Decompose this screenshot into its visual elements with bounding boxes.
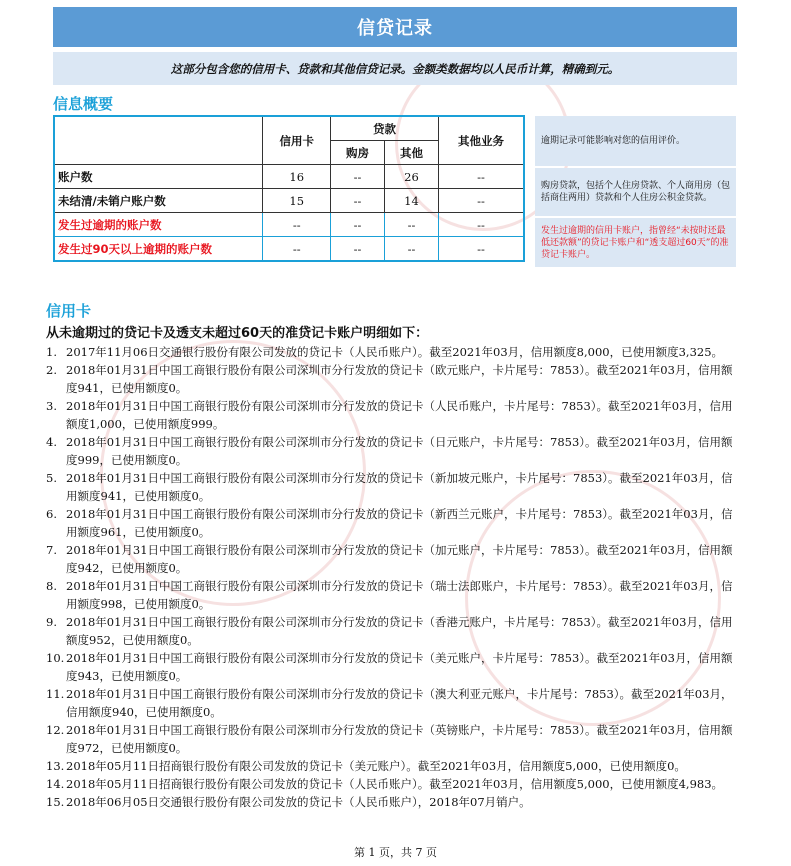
- cell-housing: --: [331, 213, 385, 237]
- list-item-text: 2018年01月31日中国工商银行股份有限公司深圳市分行发放的贷记卡（美元账户，卡片尾号：7853）。截至2021年03月，信用额度943，已使用额度0。: [66, 651, 733, 683]
- cell-credit-card: --: [263, 213, 331, 237]
- note-housing-loan: 购房贷款，包括个人住房贷款、个人商用房（包括商住两用）贷款和个人住房公积金贷款。: [535, 168, 736, 216]
- empty-header-cell: [54, 116, 263, 165]
- list-item: 7. 2018年01月31日中国工商银行股份有限公司深圳市分行发放的贷记卡（加元账户，卡片尾号：7853）。截至2021年03月，信用额度942，已使用额度0。: [46, 541, 738, 577]
- list-item-text: 2018年01月31日中国工商银行股份有限公司深圳市分行发放的贷记卡（瑞士法郎账户，卡片尾号：7853）。截至2021年03月，信用额度998，已使用额度0。: [66, 579, 733, 611]
- header-housing: 购房: [331, 141, 385, 165]
- row-label: 发生过逾期的账户数: [54, 213, 263, 237]
- cell-other-business: --: [438, 237, 524, 262]
- page-footer: 第 1 页，共 7 页: [354, 846, 437, 859]
- table-row: [54, 165, 524, 189]
- list-item-text: 2018年01月31日中国工商银行股份有限公司深圳市分行发放的贷记卡（日元账户，卡片尾号：7853）。截至2021年03月，信用额度999，已使用额度0。: [66, 435, 733, 467]
- list-item-text: 2018年01月31日中国工商银行股份有限公司深圳市分行发放的贷记卡（加元账户，卡片尾号：7853）。截至2021年03月，信用额度942，已使用额度0。: [66, 543, 733, 575]
- list-item: 9. 2018年01月31日中国工商银行股份有限公司深圳市分行发放的贷记卡（香港元账户，卡片尾号：7853）。截至2021年03月，信用额度952，已使用额度0。: [46, 613, 738, 649]
- header-loan: 贷款: [331, 116, 439, 141]
- header-credit-card: 信用卡: [263, 116, 331, 165]
- list-item-text: 2018年01月31日中国工商银行股份有限公司深圳市分行发放的贷记卡（新西兰元账户，卡片尾号：7853）。截至2021年03月，信用额度961，已使用额度0。: [66, 507, 733, 539]
- list-item-text: 2018年05月11日招商银行股份有限公司发放的贷记卡（人民币账户）。截至2021年03月，信用额度5,000，已使用额度4,983。: [66, 777, 724, 791]
- cell-other-business: --: [438, 213, 524, 237]
- list-item-text: 2017年11月06日交通银行股份有限公司发放的贷记卡（人民币账户）。截至2021年03月，信用额度8,000，已使用额度3,325。: [66, 345, 724, 359]
- row-label: 未结清/未销户账户数: [54, 189, 263, 213]
- page-title: 信贷记录: [53, 7, 737, 47]
- list-item: 2. 2018年01月31日中国工商银行股份有限公司深圳市分行发放的贷记卡（欧元账户，卡片尾号：7853）。截至2021年03月，信用额度941，已使用额度0。: [46, 361, 738, 397]
- table-header-row: [54, 116, 524, 141]
- cell-housing: --: [331, 237, 385, 262]
- cell-credit-card: --: [263, 237, 331, 262]
- list-item: 5. 2018年01月31日中国工商银行股份有限公司深圳市分行发放的贷记卡（新加坡元账户，卡片尾号：7853）。截至2021年03月，信用额度941，已使用额度0。: [46, 469, 738, 505]
- credit-card-subtitle: 从未逾期过的贷记卡及透支未超过60天的准贷记卡账户明细如下：: [46, 326, 429, 341]
- list-item: 6. 2018年01月31日中国工商银行股份有限公司深圳市分行发放的贷记卡（新西兰元账户，卡片尾号：7853）。截至2021年03月，信用额度961，已使用额度0。: [46, 505, 738, 541]
- cell-other: --: [384, 237, 438, 262]
- summary-title: 信息概要: [53, 95, 114, 113]
- cell-other: 14: [384, 189, 438, 213]
- table-row: [54, 189, 524, 213]
- cell-other: --: [384, 213, 438, 237]
- list-item-text: 2018年05月11日招商银行股份有限公司发放的贷记卡（美元账户）。截至2021年03月，信用额度5,000，已使用额度0。: [66, 759, 686, 773]
- table-row: [54, 213, 524, 237]
- list-item-text: 2018年01月31日中国工商银行股份有限公司深圳市分行发放的贷记卡（欧元账户，卡片尾号：7853）。截至2021年03月，信用额度941，已使用额度0。: [66, 363, 733, 395]
- cell-other-business: --: [438, 189, 524, 213]
- cell-housing: --: [331, 165, 385, 189]
- list-item: 3. 2018年01月31日中国工商银行股份有限公司深圳市分行发放的贷记卡（人民币账户，卡片尾号：7853）。截至2021年03月，信用额度1,000，已使用额度999。: [46, 397, 738, 433]
- note-overdue-impact: 逾期记录可能影响对您的信用评价。: [535, 116, 736, 166]
- credit-card-title: 信用卡: [46, 302, 92, 320]
- summary-table: [53, 115, 525, 262]
- list-item: 1. 2017年11月06日交通银行股份有限公司发放的贷记卡（人民币账户）。截至2021年03月，信用额度8,000，已使用额度3,325。: [46, 343, 738, 361]
- cell-credit-card: 15: [263, 189, 331, 213]
- cell-credit-card: 16: [263, 165, 331, 189]
- list-item-text: 2018年01月31日中国工商银行股份有限公司深圳市分行发放的贷记卡（英镑账户，卡片尾号：7853）。截至2021年03月，信用额度972，已使用额度0。: [66, 723, 733, 755]
- list-item: 4. 2018年01月31日中国工商银行股份有限公司深圳市分行发放的贷记卡（日元账户，卡片尾号：7853）。截至2021年03月，信用额度999，已使用额度0。: [46, 433, 738, 469]
- list-item-text: 2018年01月31日中国工商银行股份有限公司深圳市分行发放的贷记卡（人民币账户，卡片尾号：7853）。截至2021年03月，信用额度1,000，已使用额度999。: [66, 399, 733, 431]
- row-label: 账户数: [54, 165, 263, 189]
- header-other: 其他: [384, 141, 438, 165]
- list-item-text: 2018年01月31日中国工商银行股份有限公司深圳市分行发放的贷记卡（香港元账户，卡片尾号：7853）。截至2021年03月，信用额度952，已使用额度0。: [66, 615, 733, 647]
- list-item: 11. 2018年01月31日中国工商银行股份有限公司深圳市分行发放的贷记卡（澳大利亚元账户，卡片尾号：7853）。截至2021年03月，信用额度940，已使用额度0。: [46, 685, 738, 721]
- cell-housing: --: [331, 189, 385, 213]
- list-item: 12. 2018年01月31日中国工商银行股份有限公司深圳市分行发放的贷记卡（英镑账户，卡片尾号：7853）。截至2021年03月，信用额度972，已使用额度0。: [46, 721, 738, 757]
- cell-other: 26: [384, 165, 438, 189]
- header-other-business: 其他业务: [438, 116, 524, 165]
- notice-text: 这部分包含您的信用卡、贷款和其他信贷记录。金额类数据均以人民币计算，精确到元。: [53, 52, 737, 85]
- list-item: 10. 2018年01月31日中国工商银行股份有限公司深圳市分行发放的贷记卡（美元账户，卡片尾号：7853）。截至2021年03月，信用额度943，已使用额度0。: [46, 649, 738, 685]
- row-label: 发生过90天以上逾期的账户数: [54, 237, 263, 262]
- list-item-text: 2018年01月31日中国工商银行股份有限公司深圳市分行发放的贷记卡（新加坡元账户，卡片尾号：7853）。截至2021年03月，信用额度941，已使用额度0。: [66, 471, 733, 503]
- list-item: 15. 2018年06月05日交通银行股份有限公司发放的贷记卡（人民币账户），2018年07月销户。: [46, 793, 738, 811]
- cell-other-business: --: [438, 165, 524, 189]
- note-overdue-definition: 发生过逾期的信用卡账户，指曾经“未按时还最低还款额”的贷记卡账户和“透支超过60天”的准贷记卡账户。: [535, 218, 736, 267]
- list-item-text: 2018年01月31日中国工商银行股份有限公司深圳市分行发放的贷记卡（澳大利亚元账户，卡片尾号：7853）。截至2021年03月，信用额度940，已使用额度0。: [66, 687, 733, 719]
- table-row: [54, 237, 524, 262]
- credit-card-list: [46, 343, 738, 811]
- list-item: 14. 2018年05月11日招商银行股份有限公司发放的贷记卡（人民币账户）。截至2021年03月，信用额度5,000，已使用额度4,983。: [46, 775, 738, 793]
- list-item-text: 2018年06月05日交通银行股份有限公司发放的贷记卡（人民币账户），2018年07月销户。: [66, 795, 531, 809]
- list-item: 8. 2018年01月31日中国工商银行股份有限公司深圳市分行发放的贷记卡（瑞士法郎账户，卡片尾号：7853）。截至2021年03月，信用额度998，已使用额度0。: [46, 577, 738, 613]
- list-item: 13. 2018年05月11日招商银行股份有限公司发放的贷记卡（美元账户）。截至2021年03月，信用额度5,000，已使用额度0。: [46, 757, 738, 775]
